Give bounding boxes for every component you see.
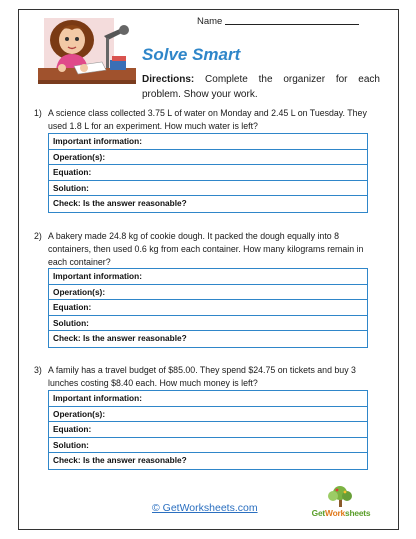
directions-text: Complete the organizer for each problem. Show your work. [142, 74, 380, 100]
copyright-link[interactable]: © GetWorksheets.com [152, 502, 258, 514]
organizer-row-check[interactable]: Check: Is the answer reasonable? [53, 198, 187, 208]
question-number: 1) [34, 108, 42, 118]
organizer-row-operations[interactable]: Operation(s): [49, 407, 367, 423]
organizer-row-equation[interactable]: Equation: [49, 422, 367, 438]
organizer-row-check[interactable]: Check: Is the answer reasonable? [53, 333, 187, 343]
organizer-row-solution[interactable]: Solution: [49, 438, 367, 454]
directions-label: Directions: [142, 74, 195, 85]
getworksheets-logo [310, 485, 372, 525]
organizer-row-important-information[interactable]: Important information: [49, 269, 367, 285]
organizer-3 [48, 390, 368, 470]
name-field[interactable] [197, 16, 359, 27]
name-label: Name [197, 16, 223, 27]
organizer-2 [48, 268, 368, 348]
question-number: 2) [34, 231, 42, 241]
question-text: A family has a travel budget of $85.00. They spend $24.75 on tickets and buy 3 lunches costing $8.40 each. How much money is left? [48, 365, 356, 388]
organizer-row-equation[interactable]: Equation: [49, 165, 367, 181]
organizer-row-check[interactable]: Check: Is the answer reasonable? [53, 455, 187, 465]
organizer-row-solution[interactable]: Solution: [49, 181, 367, 197]
organizer-row-important-information[interactable]: Important information: [49, 134, 367, 150]
organizer-row-operations[interactable]: Operation(s): [49, 150, 367, 166]
directions [142, 72, 380, 102]
question-text: A bakery made 24.8 kg of cookie dough. It packed the dough equally into 8 containers, then used 0.6 kg from each container. How many kilograms remain in each container? [48, 231, 364, 267]
name-blank-line[interactable] [225, 24, 359, 25]
question-1 [34, 107, 374, 133]
question-3 [34, 364, 374, 390]
organizer-row-important-information[interactable]: Important information: [49, 391, 367, 407]
worksheet-title: Solve Smart [142, 45, 241, 64]
organizer-row-operations[interactable]: Operation(s): [49, 285, 367, 301]
student-at-desk-illustration [38, 18, 136, 90]
organizer-1 [48, 133, 368, 213]
organizer-row-equation[interactable]: Equation: [49, 300, 367, 316]
question-2 [34, 230, 374, 269]
organizer-row-solution[interactable]: Solution: [49, 316, 367, 332]
logo-wordmark: GetWorksheets [311, 508, 371, 518]
question-text: A science class collected 3.75 L of water on Monday and 2.45 L on Tuesday. They used 1.8 L for an experiment. How much water is left? [48, 108, 367, 131]
tree-icon [310, 485, 372, 509]
question-number: 3) [34, 365, 42, 375]
